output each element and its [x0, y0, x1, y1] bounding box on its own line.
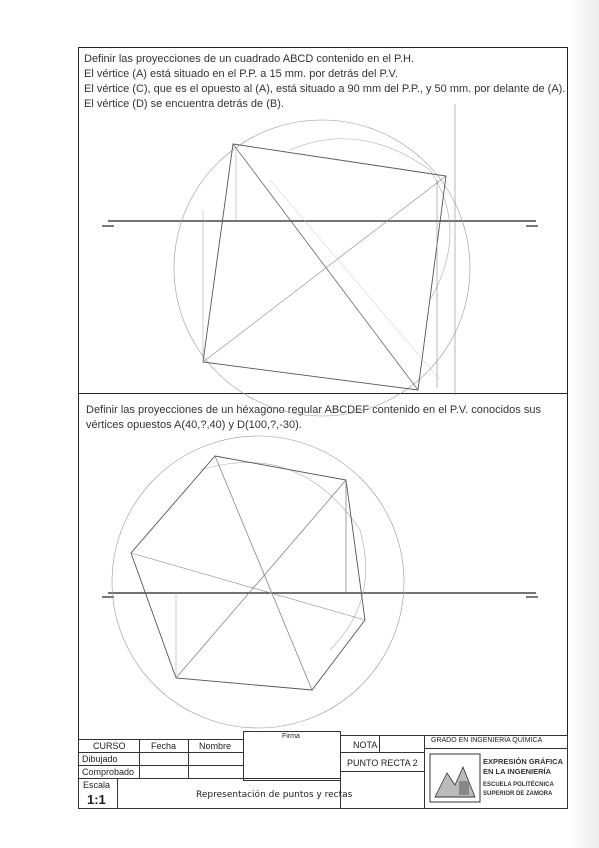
- exercise-1-line-3: El vértice (C), que es el opuesto al (A), está situado a 90 mm del P.P., y 50 mm. por delante de (A).: [84, 83, 566, 95]
- diagonal-ac: [233, 144, 418, 390]
- nota-cell: [340, 735, 380, 753]
- logo-text-line-2: EN LA INGENIERÍA: [483, 767, 552, 776]
- firma-label: Firma: [282, 733, 300, 740]
- school-logo-icon: [429, 753, 481, 803]
- hexagon-diagonal-cf: [131, 553, 365, 620]
- dibujado-nombre-cell: [188, 752, 244, 766]
- logo-text-line-4: SUPERIOR DE ZAMORA: [483, 791, 553, 797]
- dibujado-label: Dibujado: [82, 754, 118, 764]
- hexagon-projection: [131, 456, 365, 690]
- drawing-title: Representación de puntos y rectas: [196, 790, 353, 800]
- grado-cell: [424, 735, 568, 749]
- construction-arc-2: [200, 463, 366, 651]
- square-projection: [203, 144, 446, 390]
- diagonal-bd: [203, 176, 446, 362]
- escala-value: 1:1: [87, 792, 106, 807]
- exercise-1-line-1: Definir las proyecciones de un cuadrado ABCD contenido en el P.H.: [84, 53, 414, 65]
- construction-circle-1: [174, 120, 470, 416]
- curso-label: CURSO: [93, 741, 126, 751]
- comprobado-nombre-cell: [188, 765, 244, 779]
- exercise-2-statement: Definir las proyecciones de un héxagono regular ABCDEF contenido en el P.V. conocidos sus vértices opuestos A(40,?,40) y D(100,?,-30).: [86, 404, 541, 431]
- punto-recta-label: PUNTO RECTA 2: [347, 758, 418, 768]
- fecha-label: Fecha: [151, 741, 177, 751]
- title-block: [78, 731, 568, 809]
- firma-cell: [243, 731, 341, 781]
- construction-line-1: [270, 180, 440, 380]
- hexagon-dashed-bottom: [176, 678, 312, 690]
- logo-cell: [424, 748, 568, 809]
- hexagon-diagonal-be: [176, 480, 346, 678]
- comprobado-fecha-cell: [139, 765, 189, 779]
- punto-recta-cell: [340, 752, 425, 772]
- escala-label: Escala: [83, 780, 111, 790]
- curso-cell: [78, 739, 140, 753]
- logo-text-line-1: EXPRESIÓN GRÁFICA: [483, 757, 564, 766]
- logo-text-line-3: ESCUELA POLITÉCNICA: [483, 782, 554, 788]
- dibujado-cell: [78, 752, 140, 766]
- escala-cell: [78, 778, 118, 809]
- nota-label: NOTA: [353, 740, 378, 750]
- nota-value-cell: [379, 735, 425, 753]
- comprobado-cell: [78, 765, 140, 779]
- exercise-1-drawing: [102, 104, 538, 416]
- exercise-2-drawing: [102, 436, 538, 728]
- fecha-cell: [139, 739, 189, 753]
- exercise-1-line-4: El vértice (D) se encuentra detrás de (B).: [84, 98, 284, 110]
- nombre-label: Nombre: [199, 741, 232, 751]
- grado-label: GRADO EN INGENIERÍA QUÍMICA: [431, 737, 543, 744]
- exercise-1-line-2: El vértice (A) está situado en el P.P. a 15 mm. por detrás del P.V.: [84, 68, 398, 80]
- comprobado-label: Comprobado: [82, 767, 135, 777]
- hexagon-diagonal-ad: [215, 456, 312, 690]
- blank-cell: [340, 771, 425, 809]
- dibujado-fecha-cell: [139, 752, 189, 766]
- nombre-cell: [188, 739, 244, 753]
- titulo-cell: [117, 778, 353, 809]
